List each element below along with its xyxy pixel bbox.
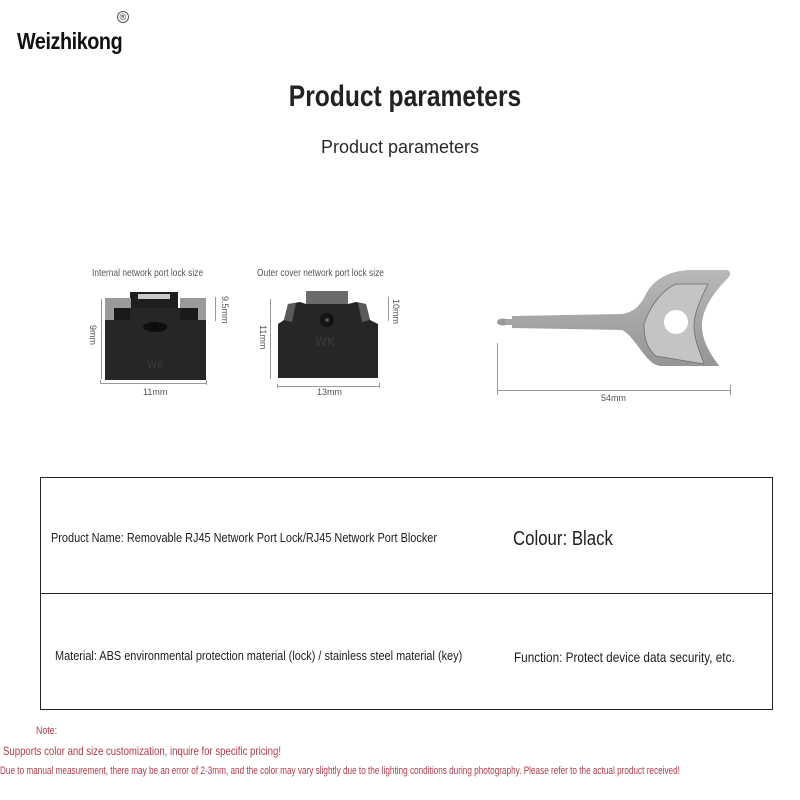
spec-row xyxy=(41,478,772,594)
outer-lock-top-dim: 10mm xyxy=(391,299,401,325)
note-heading: Note: xyxy=(36,725,58,737)
page-subtitle: Product parameters xyxy=(320,137,480,157)
key-image xyxy=(494,266,734,366)
function-cell: Function: Protect device data security, etc. xyxy=(514,648,735,665)
page-title: Product parameters xyxy=(288,80,522,113)
internal-lock-width-dim: 11mm xyxy=(143,387,168,397)
internal-lock-label: Internal network port lock size xyxy=(92,267,204,279)
material-cell: Material: ABS environmental protection material (lock) / stainless steel material (key) xyxy=(55,647,463,663)
outer-lock-label: Outer cover network port lock size xyxy=(257,267,384,279)
spec-table xyxy=(40,477,773,710)
key-length-dim: 54mm xyxy=(601,393,627,403)
svg-text:WK: WK xyxy=(315,335,335,349)
product-name-cell: Product Name: Removable RJ45 Network Port Lock/RJ45 Network Port Blocker xyxy=(51,530,437,545)
note-customization: Supports color and size customization, inquire for specific pricing! xyxy=(3,744,281,758)
outer-lock-height-dim: 11mm xyxy=(258,325,268,350)
internal-lock-height-dim: 9mm xyxy=(88,325,98,345)
outer-lock-image xyxy=(274,290,382,382)
internal-lock-image xyxy=(100,290,212,382)
svg-text:WK: WK xyxy=(147,360,164,371)
registered-mark-icon: ® xyxy=(117,11,129,23)
spec-row xyxy=(41,594,772,710)
note-measurement-disclaimer: Due to manual measurement, there may be an error of 2-3mm, and the color may vary slightly due to the lighting conditions during photography. Please refer to the actual product received! xyxy=(0,765,680,777)
brand-logo: Weizhikong xyxy=(17,28,123,54)
internal-lock-top-dim: 9.5mm xyxy=(220,296,230,324)
outer-lock-width-dim: 13mm xyxy=(317,387,343,397)
colour-cell: Colour: Black xyxy=(513,528,613,550)
